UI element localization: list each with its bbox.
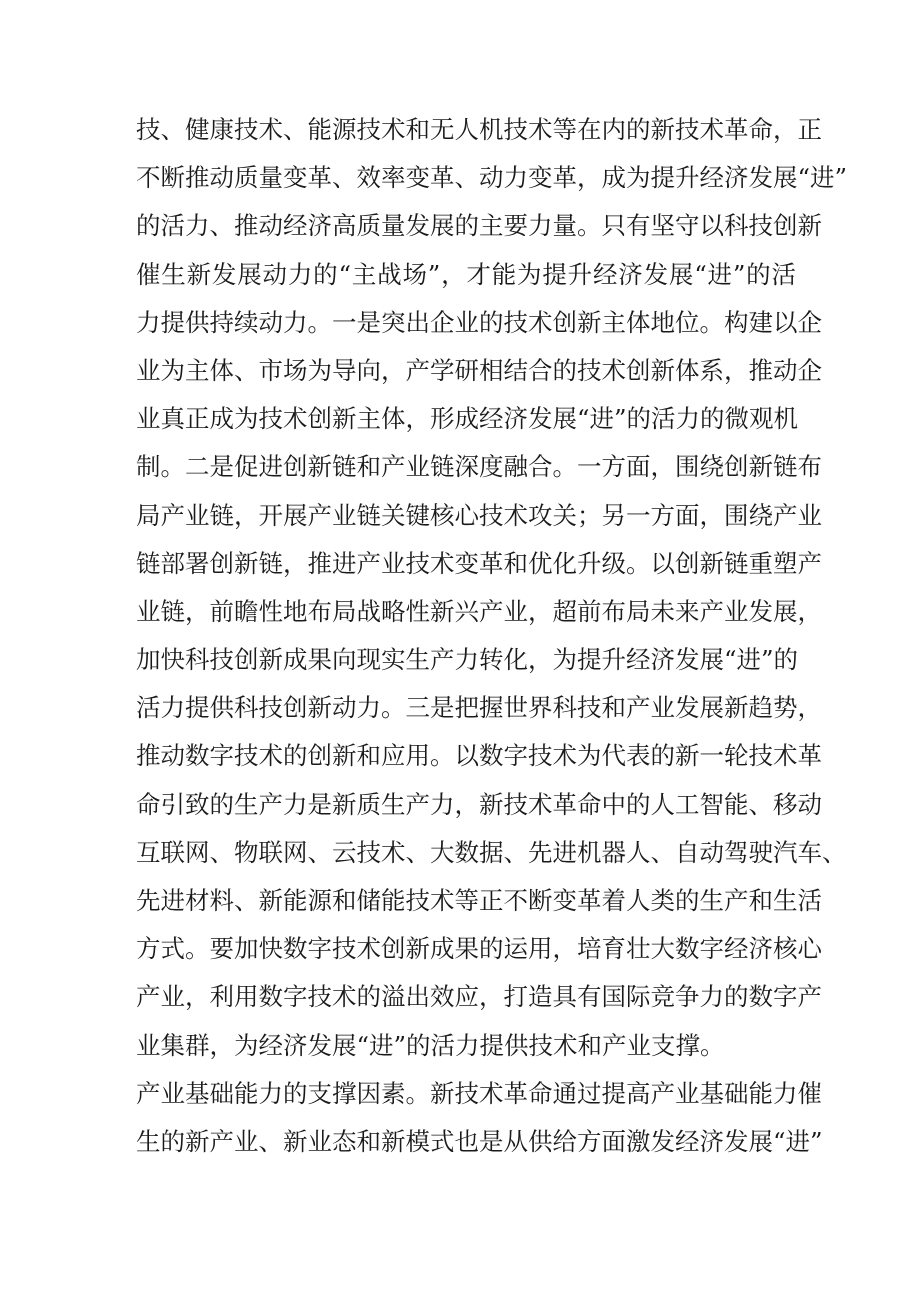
paragraph-end-line: 业集群，为经济发展“进”的活力提供技术和产业支撑。 bbox=[136, 1030, 725, 1060]
text-line: 业链，前瞻性地布局战略性新兴产业，超前布局未来产业发展， bbox=[136, 596, 822, 626]
text-line: 活力提供科技创新动力。三是把握世界科技和产业发展新趋势， bbox=[136, 693, 822, 723]
text-line: 催生新发展动力的“主战场”，才能为提升经济发展“进”的活 bbox=[136, 259, 796, 289]
body-text bbox=[136, 106, 848, 1166]
text-line: 产业，利用数字技术的溢出效应，打造具有国际竞争力的数字产 bbox=[136, 982, 822, 1012]
text-line: 技、健康技术、能源技术和无人机技术等在内的新技术革命，正 bbox=[136, 115, 822, 144]
text-line: 互联网、物联网、云技术、大数据、先进机器人、自动驾驶汽车、 bbox=[136, 837, 847, 867]
text-line: 业真正成为技术创新主体，形成经济发展“进”的活力的微观机 bbox=[136, 404, 799, 434]
text-line: 产业基础能力的支撑因素。新技术革命通过提高产业基础能力催 bbox=[136, 1078, 822, 1108]
text-line: 链部署创新链，推进产业技术变革和优化升级。以创新链重塑产 bbox=[136, 548, 822, 578]
text-line: 力提供持续动力。一是突出企业的技术创新主体地位。构建以企 bbox=[136, 307, 822, 337]
text-line: 的活力、推动经济高质量发展的主要力量。只有坚守以科技创新 bbox=[136, 211, 822, 241]
text-line: 方式。要加快数字技术创新成果的运用，培育壮大数字经济核心 bbox=[136, 934, 822, 964]
text-line: 生的新产业、新业态和新模式也是从供给方面激发经济发展“进” bbox=[136, 1126, 823, 1156]
text-line: 业为主体、市场为导向，产学研相结合的技术创新体系，推动企 bbox=[136, 355, 822, 385]
text-line: 命引致的生产力是新质生产力，新技术革命中的人工智能、移动 bbox=[136, 789, 822, 819]
text-line: 制。二是促进创新链和产业链深度融合。一方面，围绕创新链布 bbox=[136, 452, 822, 482]
text-line: 推动数字技术的创新和应用。以数字技术为代表的新一轮技术革 bbox=[136, 741, 822, 771]
text-line: 不断推动质量变革、效率变革、动力变革，成为提升经济发展“进” bbox=[136, 163, 848, 193]
text-line: 加快科技创新成果向现实生产力转化，为提升经济发展“进”的 bbox=[136, 645, 799, 675]
text-line: 局产业链，开展产业链关键核心技术攻关；另一方面，围绕产业 bbox=[136, 500, 822, 530]
text-line: 先进材料、新能源和储能技术等正不断变革着人类的生产和生活 bbox=[136, 886, 822, 915]
